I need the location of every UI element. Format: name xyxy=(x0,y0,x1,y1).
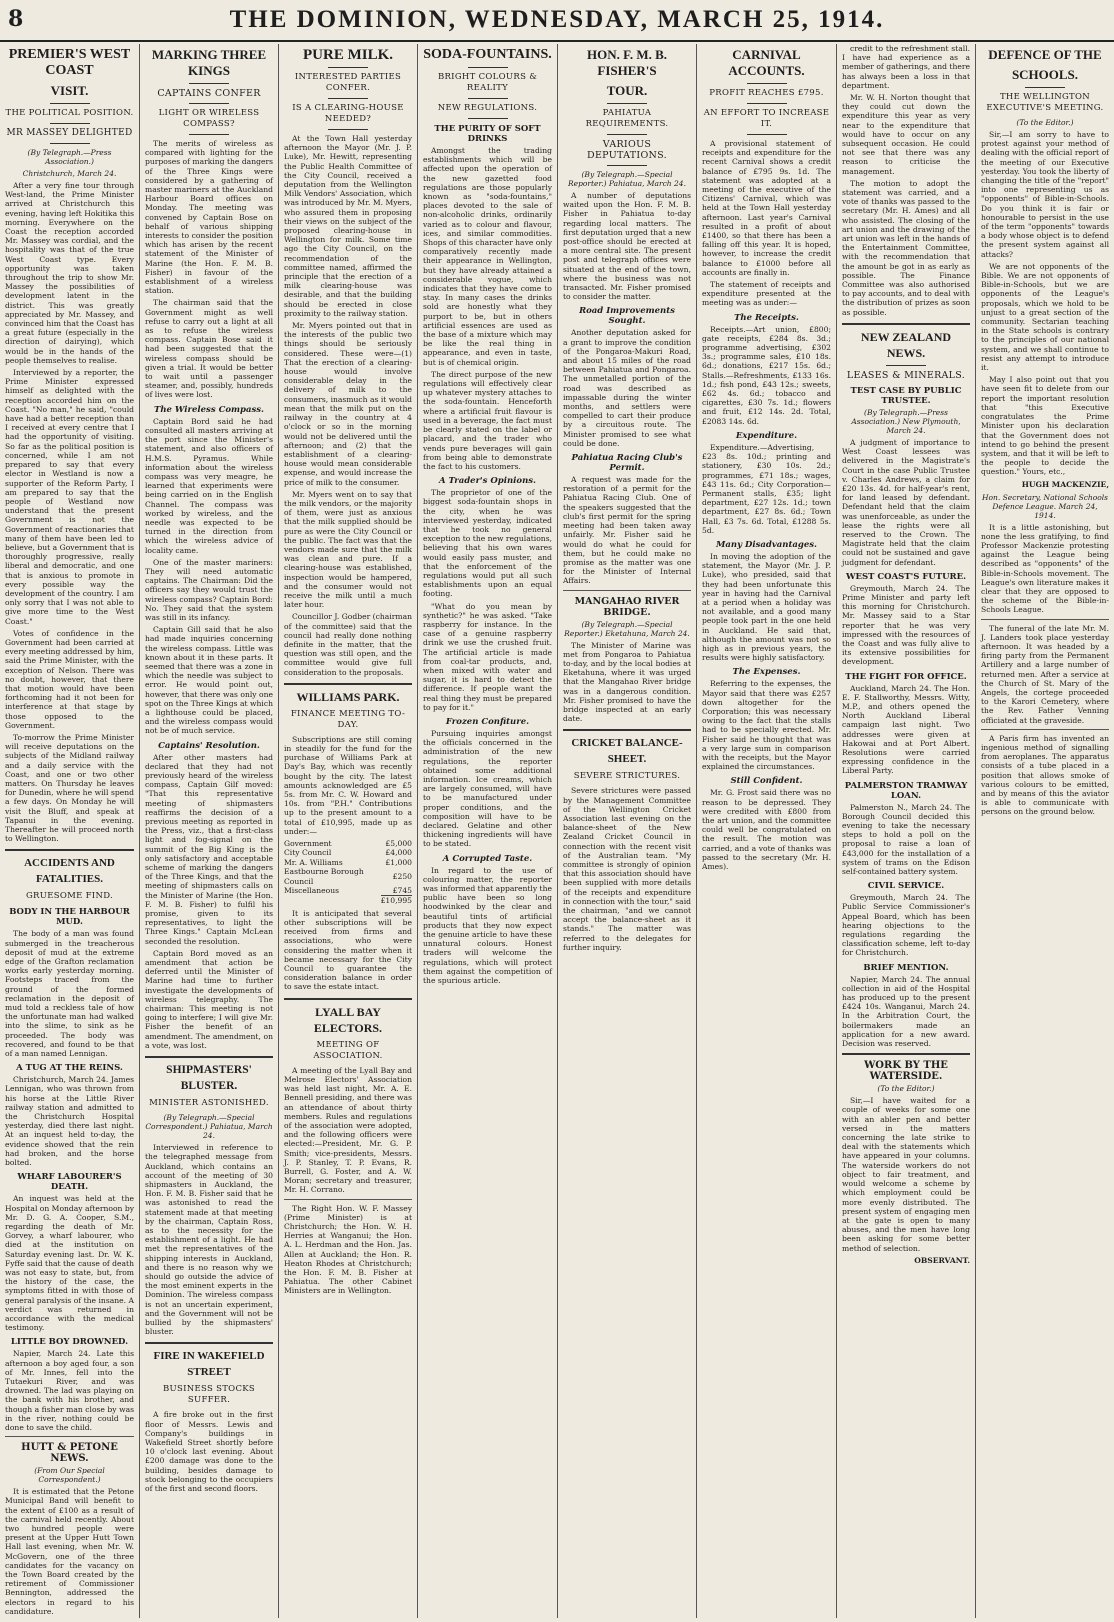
divider xyxy=(842,1053,970,1055)
section-heading: WORK BY THE WATERSIDE. xyxy=(864,1060,948,1083)
fund-table xyxy=(284,839,412,906)
headline: CARNIVAL ACCOUNTS. xyxy=(728,47,805,78)
divider xyxy=(747,103,787,104)
paragraph: It is anticipated that several other subscriptions will be received from firms and associations, who were considering the matter when it became necessary for the City Council to guarantee the consideration balance in order to save the estate intact. xyxy=(284,908,412,992)
section-heading: HUTT & PETONE NEWS. xyxy=(21,1442,118,1465)
paragraph: Mr. G. Frost said there was no reason to be depressed. They were credited with £800 from the art union, and the committee could well be congratulated on the result. The motion was carried, and a vote of thanks was passed to the secretary (Mr. H. Ames). xyxy=(702,788,831,872)
subheading: MINISTER ASTONISHED. xyxy=(149,1098,269,1109)
divider xyxy=(328,98,368,99)
paragraph: Mr. Myers pointed out that in the interests of the public two things should be seriously considered. These were—(1) That the erection of a clearing-house would involve considerable delay in the delivery of milk to the consumers, inasmuch as it would mean that the milk put on the railway in the country at 4 o'clock or so in the morning would not be delivered until the afternoon; and (2) that the establishment of a clearing-house would mean considerable expense, and would increase the price of milk to the consumer. xyxy=(284,321,412,487)
subheading: FINANCE MEETING TO-DAY. xyxy=(290,708,406,730)
subheading: IS A CLEARING-HOUSE NEEDED? xyxy=(292,103,404,124)
subheading: PROFIT REACHES £795. xyxy=(709,88,824,98)
paragraph: A Paris firm has invented an ingenious method of signalling from aeroplanes. The apparatus consists of a tube placed in a position that allows smoke of various colours to be emitted, and by means of this the aviator is able to communicate with persons on the ground below. xyxy=(981,733,1109,817)
subheading: VARIOUS DEPUTATIONS. xyxy=(587,139,667,161)
subheading: PAHIATUA REQUIREMENTS. xyxy=(585,108,669,129)
paragraph: Greymouth, March 24. The Public Service Commissioner's Appeal Board, which has been hearing objections to the regulations regarding the classification scheme, left to-day for Christchurch. xyxy=(842,893,970,958)
subheading: THE POLITICAL POSITION. xyxy=(5,108,134,118)
headline: TOUR. xyxy=(606,83,648,98)
section-heading: MANGAHAO RIVER BRIDGE. xyxy=(574,595,680,618)
paragraph: credit to the refreshment stall. I have had experience as a member of gatherings, and there has always been a loss in that department. xyxy=(842,44,970,90)
headline: SHIPMASTERS' BLUSTER. xyxy=(166,1064,252,1093)
fund-amount: £250 xyxy=(392,871,412,881)
paragraph: Auckland, March 24. The Hon. E. F. Stallworthy, Messrs. Witty, M.P., and others opened the North Auckland Liberal campaign last night. Two addresses were given at Hakowai and at Port Albert. Resolutions were carried expressing confidence in the Liberal Party. xyxy=(842,683,970,776)
byline: (By Telegraph.—Press Association.) xyxy=(27,148,112,166)
byline: (To the Editor.) xyxy=(1016,118,1074,127)
column-2 xyxy=(140,44,279,1618)
paragraph: "What do you mean by synthetic?" he was asked. "Take raspberry for instance. In the case of a genuine raspberry drink we use the crushed fruit. The artificial article is made from coal-tar products, and, when mixed with water and sugar, it is hard to detect the difference. If people want the real thing they must be prepared to pay for it." xyxy=(423,601,552,712)
newspaper-title: THE DOMINION, WEDNESDAY, MARCH 25, 1914. xyxy=(229,6,885,33)
divider xyxy=(189,103,229,104)
paragraph: Severe strictures were passed by the Management Committee of the Wellington Cricket Association last evening on the balance-sheet of the New Zealand Cricket Council in connection with the recent visit of the Australian team. "My committee is strongly of opinion that this association should have been supplied with more details of the receipts and expenditure in connection with the tour," said the chairman, "and we cannot accept the balance-sheet as it stands." The matter was referred to the delegates for further inquiry. xyxy=(563,786,691,952)
paragraph: Subscriptions are still coming in steadily for the fund for the purchase of Williams Park at Day's Bay, which was recently bought by the city. The latest amounts acknowledged are £5 5s. from Mr. C. W. Howard and 10s. from "P.H." Contributions up to the present amount to a total of £10,995, made up as under:— xyxy=(284,734,412,836)
paragraph: Referring to the expenses, the Mayor said that there was £257 down altogether for the Corporation; this was necessary owing to the fact that the stalls had to be specially erected. Mr. Fisher said he thought that was a very large sum in comparison with the receipts, but the Mayor explained the circumstances. xyxy=(702,679,831,772)
paragraph: Councillor J. Godber (chairman of the committee) said that the council had really done nothing definite in the matter, that the question was still open, and the committee would give full consideration to the proposals. xyxy=(284,612,412,677)
divider xyxy=(328,129,368,130)
article-cricket-balance-sheet xyxy=(563,735,691,952)
divider xyxy=(50,143,90,144)
headline: NEW ZEALAND NEWS. xyxy=(860,329,952,360)
paragraph: A request was made for the restoration of a permit for the Pahiatua Racing Club. One of the speakers suggested that the club's first permit for the spring meeting had been taken away unfairly. Mr. Fisher said he would do what he could for them, but he could make no promise as the matter was one for the Minister of Internal Affairs. xyxy=(563,475,691,586)
section-heading: Pahiatua Racing Club's Permit. xyxy=(571,453,683,474)
article-wakefield-fire xyxy=(145,1348,273,1493)
headline: LYALL BAY ELECTORS. xyxy=(313,1004,383,1035)
byline: (By Telegraph.—Special Reporter.) Pahiatua, March 24. xyxy=(568,170,686,188)
article-williams-park xyxy=(284,689,412,992)
paragraph: The Minister of Marine was met from Pongaroa to Pahiatua to-day, and by the local bodies at Eketahuna, where it was urged that the Mangahao River bridge was in a dangerous condition. Mr. Fisher promised to have the bridge inspected at an early date. xyxy=(563,640,691,724)
paragraph: A number of deputations waited upon the Hon. F. M. B. Fisher in Pahiatua to-day regarding local matters. The first deputation urged that a new post-office should be erected at a more central site. The present post and telegraph offices were situated at the end of the town, where the business was not transacted. Mr. Fisher promised to consider the matter. xyxy=(563,191,692,302)
masthead xyxy=(0,0,1114,42)
divider xyxy=(563,590,691,591)
divider xyxy=(607,103,647,104)
article-carnival-accounts xyxy=(702,47,831,871)
divider xyxy=(981,729,1109,730)
paragraph: Pursuing inquiries amongst the officials concerned in the administration of the new regulations, the reporter obtained some additional information. Ice creams, which are largely consumed, will have to be manufactured under proper conditions, and the composition will have to be declared. Gelatine and other thickening ingredients will have to be stated. xyxy=(423,728,552,849)
column-8 xyxy=(976,44,1114,1618)
headline: PREMIER'S WEST COAST xyxy=(8,47,131,78)
paragraph: Greymouth, March 24. The Prime Minister and party left this morning for Christchurch. Mr. Massey said to a Star reporter that he was very impressed with the resources of the Coast and was fully alive to its extensive possibilities for development. xyxy=(842,583,970,667)
paragraph: Interviewed by a reporter, the Prime Minister expressed himself as delighted with the reception accorded him on the Coast. "No man," he said, "could have had a better reception than I received at every centre that I had the opportunity of visiting. So far as the political position is concerned, while I am not prepared to say that every elector in Westland is now a supporter of the Reform Party, I am prepared to say that the people of Westland now understand that the present Government is not the Government of reactionaries that many of them have been led to believe, but a Government that is thoroughly progressive, really liberal and democratic, and one that is anxious to promote in every possible way the development of the country. I am only sorry that I was not able to give more time to the West Coast." xyxy=(5,368,134,626)
divider xyxy=(981,619,1109,620)
paragraph: Interviewed in reference to the telegraphed message from Auckland, which contains an account of the meeting of 30 shipmasters in Auckland, the Hon. F. M. B. Fisher said that he was astonished to read the statement made at that meeting by the chairman, Captain Ross, as to the necessity for the establishment of a light. He had met the representatives of the shipping interests in Auckland, and there is no reason why we should go outside the advice of the most eminent experts in the Dominion. The wireless compass is not an uncertain experiment, and the Government will not be bullied by the shipmasters' bluster. xyxy=(145,1143,273,1337)
column-1 xyxy=(0,44,140,1618)
divider xyxy=(747,83,787,84)
divider xyxy=(284,1199,412,1200)
paragraph: The body of a man was found submerged in the treacherous deposit of mud at the extreme edge of the Grafton reclamation works early yesterday morning. Footsteps traced from the ground of the formed reclamation in the deposit of mud told a reckless tale of how the unfortunate man had walked into the slime, to sink as he proceeded. The body was recovered, and found to be that of a man named Lennigan. xyxy=(5,929,134,1059)
paragraph: Mr. Myers went on to say that the milk vendors, or the majority of them, were just as anxious that the milk supplied should be pure as were the City Council or the public. The fact was that the vendors made sure that the milk was clean and pure. If a clearing-house was established, inspection would be hampered, and the consumer would not receive the milk until a much later hour. xyxy=(284,489,412,610)
divider xyxy=(50,103,90,104)
paragraph: After a very fine tour through West-land, the Prime Minister arrived at Christchurch this evening, having left Hokitika this morning. Everywhere on the Coast the reception accorded Mr. Massey was cordial, and the hospitality was that of the true West Coast type. Every opportunity was taken throughout the trip to show Mr. Massey the possibilities of development latent in the district. This was greatly appreciated by Mr. Massey, and convinced him that the Coast has a great future (especially in the direction of dairying), which would be in the hands of the people themselves to realise. xyxy=(5,181,134,365)
divider xyxy=(468,118,508,119)
divider xyxy=(284,998,412,1000)
paragraph: May I also point out that you have seen fit to delete from our report the important resolution that "this Executive congratulates the Prime Minister upon his declaration that the Government does not intend to go behind the present system, and that it will be left to the people to decide the question." Yours, etc., xyxy=(981,375,1109,477)
section-heading: BRIEF MENTION. xyxy=(863,962,949,973)
fund-total: £10,995 xyxy=(380,896,412,906)
article-fisher-tour xyxy=(563,47,691,723)
fund-item: Mr. A. Williams xyxy=(284,857,343,867)
fund-item: City Council xyxy=(284,848,332,858)
column-6 xyxy=(697,44,837,1618)
paragraph: The statement of receipts and expenditure presented at the meeting was as under:— xyxy=(702,280,831,308)
section-heading: CIVIL SERVICE. xyxy=(867,881,945,892)
paragraph: A fire broke out in the first floor of Messrs. Lewis and Company's buildings in Wakefield Street shortly before 10 o'clock last evening. About £200 damage was done to the building, besides damage to stock belonging to the occupiers of the first and second floors. xyxy=(145,1410,273,1493)
table-row xyxy=(284,858,412,867)
section-heading: A TUG AT THE REINS. xyxy=(16,1063,123,1074)
section-heading: WEST COAST'S FUTURE. xyxy=(845,571,967,582)
paragraph: The merits of wireless as compared with lighting for the purposes of marking the dangers of the Three Kings were considered by a gathering of master mariners at the Auckland Harbour Board offices on Monday. The meeting was convened by Captain Bose on behalf of various shipping interests to consider the position which has arisen by the recent statement of the Minister of Marine (the Hon. F. M. B. Fisher) in favour of the establishment of a wireless station. xyxy=(145,139,273,296)
paragraph: The proprietor of one of the biggest soda-fountain shops in the city, when he was interviewed yesterday, indicated that he took no general exception to the new regulations, believing that his own wares would easily pass muster, and that the enforcement of the regulations would put all such establishments upon an equal footing. xyxy=(423,488,553,599)
byline: (By Telegraph.—Special Reporter.) Eketahuna, March 24. xyxy=(564,619,690,638)
divider xyxy=(468,67,508,68)
divider xyxy=(284,683,412,685)
table-total-row xyxy=(284,896,412,906)
paragraph: Receipts.—Art union, £800; gate receipts, £284 8s. 3d.; programme advertising, £302 3s.; programme sales, £10 18s. 6d.; donations, £217 15s. 6d.; Stalls.—Refreshments, £133 16s. 1d.; fish pond, £43 12s.; sweets, £62 4s. 6d.; tobacco and cigarettes, £30 7s. 1d.; flowers and fruit, £12 14s. 2d. Total, £2083 14s. 6d. xyxy=(702,324,831,426)
paragraph: After other masters had declared that they had not previously heard of the wireless compass, Captain Gilf moved: "That this representative meeting of shipmasters reaffirms the decision of a previous meeting as reported in the Press, viz., that a first-class light and fog-signal on the summit of the Big King is the only satisfactory and acceptable scheme of marking the dangers of the Three Kings, and that the meeting of shipmasters calls on the Minister of Marine (the Hon. F. M. B. Fisher) to fulfil his promise, given to its representatives, to light the Three Kings." Captain McLean seconded the resolution. xyxy=(145,752,273,946)
headline: MARKING THREE KINGS xyxy=(151,47,267,78)
section-heading: Road Improvements Sought. xyxy=(579,306,675,327)
divider xyxy=(328,67,368,68)
section-heading: The Receipts. xyxy=(734,312,799,323)
dateline: Christchurch, March 24. xyxy=(22,169,117,178)
divider xyxy=(842,323,970,325)
section-heading: Expenditure. xyxy=(735,430,798,441)
paragraph: The Right Hon. W. F. Massey (Prime Minister) is at Christchurch; the Hon. W. H. Herries at Wanganui; the Hon. A. L. Herdman and the Hon. Jas. Allen at Auckland; the Hon. R. Heaton Rhodes at Christchurch; the Hon. F. M. B. Fisher at Pahiatua. The other Cabinet Ministers are in Wellington. xyxy=(284,1203,412,1296)
fund-amount: £745 xyxy=(392,886,412,896)
byline: (To the Editor.) xyxy=(877,1084,935,1094)
subheading: AN EFFORT TO INCREASE IT. xyxy=(703,108,830,129)
paragraph: A judgment of importance to West Coast lessees was delivered in the Magistrate's Court in the case Public Trustee v. Charles Andrews, a claim for £20 13s. 4d. for half-year's rent, for land leased by defendant. Defendant held that the claim was unenforceable, as under the lease the rights were all reserved to the Crown. The Magistrate held that the claim could not be sustained and gave judgment for defendant. xyxy=(842,437,970,567)
subheading: MEETING OF ASSOCIATION. xyxy=(313,1039,383,1061)
divider xyxy=(607,165,647,166)
divider xyxy=(50,123,90,124)
fund-amount: £1,000 xyxy=(385,857,412,867)
byline: (By Telegraph.—Press Association.) New Plymouth, March 24. xyxy=(851,407,961,435)
byline: (By Telegraph.—Special Correspondent.) Pahiatua, March 24. xyxy=(145,1113,273,1141)
paragraph: An inquest was held at the Hospital on Monday afternoon by Mr. D. G. A. Cooper, S.M., regarding the death of Mr. Gorvey, a wharf labourer, who died at the institution on Saturday evening last. Dr. W. K. Fyffe said that the cause of death was not easy to state, but, from the history of the case, the symptoms fitted in with those of general paralysis of the insane. A verdict was returned in accordance with the medical testimony. xyxy=(5,1194,135,1333)
paragraph: It is a little astonishing, but none the less gratifying, to find Professor Mackenzie protesting against the League being described as "opponents" of the Bible-in-Schools movement. The League's own literature makes it clear that they are opposed to the scheme of the Bible-in-Schools League. xyxy=(981,522,1109,615)
headline: ACCIDENTS AND FATALITIES. xyxy=(24,857,115,886)
section-heading: PALMERSTON TRAMWAY LOAN. xyxy=(844,780,968,801)
section-heading: Frozen Confiture. xyxy=(445,716,530,727)
table-row xyxy=(284,848,412,857)
headline: DEFENCE OF THE xyxy=(988,47,1102,62)
divider xyxy=(189,83,229,84)
subheading: INTERESTED PARTIES CONFER. xyxy=(294,72,402,93)
divider xyxy=(747,134,787,135)
section-heading: BODY IN THE HARBOUR MUD. xyxy=(9,907,130,928)
paragraph: Christchurch, March 24. James Lennigan, who was thrown from his horse at the Little River railway station and admitted to the Christchurch Hospital yesterday, died there last night. At an inquest held to-day, the evidence showed that the rein had broken, and the horse bolted. xyxy=(5,1075,134,1168)
subheading: BRIGHT COLOURS & REALITY xyxy=(437,72,538,93)
headline: WILLIAMS PARK. xyxy=(296,689,400,704)
signature-title: Hon. Secretary, National Schools Defence League. March 24, 1914. xyxy=(981,492,1109,520)
article-accidents xyxy=(5,855,134,1616)
section-heading: A Corrupted Taste. xyxy=(442,853,533,864)
column-5 xyxy=(558,44,697,1618)
divider xyxy=(468,98,508,99)
section-heading: Many Disadvantages. xyxy=(716,539,817,550)
headline: SCHOOLS. xyxy=(1011,67,1079,82)
article-carnival-continued xyxy=(842,44,970,317)
subheading: MR MASSEY DELIGHTED xyxy=(6,128,133,138)
paragraph: Palmerston N., March 24. The Borough Council decided this evening to take the necessary steps to hold a poll on the proposal to raise a loan of £43,000 for the installation of a system of trams on the Edison self-contained battery system. xyxy=(842,802,970,877)
paragraph: The chairman said that the Government might as well refuse to carry out a light at all as to refuse the wireless compass. Captain Bose said it had been suggested that the wireless compass should be given a trial. It would be better to wait until a passenger steamer, and, possibly, hundreds of lives were lost. xyxy=(145,298,273,400)
divider xyxy=(145,1342,273,1344)
paragraph: A provisional statement of receipts and expenditure for the recent Carnival shows a credit balance of £795 9s. 1d. The statement was adopted at a meeting of the executive of the Citizens' Carnival, which was held at the Town Hall yesterday afternoon. Last year's Carnival resulted in a profit of about £1400, so that there has been a falling off this year. It is hoped, however, to increase the credit balance to £1000 before all accounts are finally in. xyxy=(702,139,831,277)
paragraph: The motion to adopt the statement was carried, and a vote of thanks was passed to the secretary (Mr. H. Ames) and all who assisted. The closing of the art union and the drawing of the art union was left in the hands of the Entertainment Committee, with the recommendation that the amount be got in as early as possible. The Finance Committee was also authorised to pay accounts, and to deal with the distribution of prizes as soon as possible. xyxy=(842,178,970,317)
paragraph: Sir,—I have waited for a couple of weeks for some one with an abler pen and better versed in the matters concerning the late strike to deal with the statements which have appeared in your columns. The waterside workers do not object to fair treatment, and would welcome a scheme by which employment could be more evenly distributed. The present system of engaging men at the gate is open to many abuses, and the men have long been asking for some better method of selection. xyxy=(842,1096,970,1253)
section-heading: THE FIGHT FOR OFFICE. xyxy=(845,671,967,682)
article-shipmasters xyxy=(145,1062,273,1336)
section-heading: Captains' Resolution. xyxy=(158,740,260,751)
paragraph: A meeting of the Lyall Bay and Melrose Electors' Association was held last night, Mr. A. E. Bennell presiding, and there was an attendance of about thirty members. Rules and regulations of the association were adopted, and the following officers were elected:—President, Mr. G. P. Smith; vice-presidents, Messrs. J. P. Stanley, T. P. Evans, R. Burrell, G. Foster, and A. W. Moran; secretary and treasurer, Mr. H. Corrano. xyxy=(284,1065,412,1195)
subheading: NEW REGULATIONS. xyxy=(437,103,538,113)
paragraph: In regard to the use of colouring matter, the reporter was informed that apparently the public have been so long hoodwinked by the clear and beautiful tints of artificial products that they now expect the genuine article to have these unnatural colours. Honest traders will welcome the regulations, which will protect them against the competition of the spurious article. xyxy=(423,865,552,986)
paragraph: One of the master mariners: They will need automatic captains. The Chairman: Did the officers say they would trust the wireless compass? Captain Bord: No. They said that the system was still in its infancy. xyxy=(145,557,273,622)
headline: PURE MILK. xyxy=(303,47,393,63)
paragraph: At the Town Hall yesterday afternoon the Mayor (Mr. J. P. Luke), Mr. Hewitt, representing the Public Health Committee of the City Council, received a deputation from the Wellington Milk Vendors' Association, which was introduced by Mr. M. Myers, who assured them in proposing their views on the subject of the proposed clearing-house in Wellington for milk. Some time ago the City Council, on the recommendation of the committee named, affirmed the principle that the erection of a milk clearing-house was desirable, and that the building should be erected in close proximity to the railway station. xyxy=(284,134,412,318)
headline: CRICKET BALANCE-SHEET. xyxy=(571,737,683,766)
headline: VISIT. xyxy=(50,83,89,98)
article-soda-fountains xyxy=(423,47,552,985)
section-heading: LITTLE BOY DROWNED. xyxy=(10,1337,129,1348)
paragraph: Mr. W. H. Norton thought that they could cut down the expenditure this year as very near to the expenditure that would have to occur on any subsequent occasion. He could not see that there was any reason to criticise the management. xyxy=(842,93,970,176)
article-lyall-bay xyxy=(284,1004,412,1296)
article-pure-milk xyxy=(284,47,412,677)
article-defence-of-schools xyxy=(981,47,1109,817)
subheading: LEASES & MINERALS. xyxy=(846,369,966,381)
headline: SODA-FOUNTAINS. xyxy=(423,47,552,62)
article-premier-visit xyxy=(5,47,134,843)
column-3 xyxy=(279,44,418,1618)
fund-amount: £5,000 xyxy=(385,839,412,849)
paragraph: Captain Bord said he had consulted all masters arriving at the port since the Minister's statement, and also officers of H.M.S. Pyramus. While information about the wireless compass was very meagre, he learned that experiments were being carried on in the English Channel. The compass was worked by wireless, and the needle was expected to be turned in the direction from which the wireless advice of locality came. xyxy=(145,416,273,555)
table-row xyxy=(284,886,412,896)
paragraph: To-morrow the Prime Minister will receive deputations on the subjects of the Midland railway and a daily service with the Coast, and one or two other matters. On Thursday he leaves for Dunedin, where he will spend a few days. On Monday he will visit the Bluff, and speak at Tapanui in the evening. Thereafter he will proceed north to Wellington. xyxy=(5,732,134,844)
article-three-kings xyxy=(145,47,273,1050)
section-heading: The Expenses. xyxy=(732,667,801,678)
paragraph: Votes of confidence in the Government had been carried at every meeting addressed by him, said the Prime Minister, with the exception of Nelson. There was no doubt, however, that there that motion would have been forthcoming had it not been for interference at that stage by those opposed to the Government. xyxy=(5,628,134,730)
table-row xyxy=(284,867,412,886)
paragraph: We are not opponents of the Bible. We are not opponents of Bible-in-Schools, but we are opponents of the League's proposals, which we hold to be unjust to a great section of the community. Sectarian teaching in the State schools is contrary to the principles of our national system, and we shall continue to resist any attempt to introduce it. xyxy=(981,261,1109,373)
subheading: LIGHT OR WIRELESS COMPASS? xyxy=(158,108,260,129)
divider xyxy=(5,849,134,851)
subheading: BUSINESS STOCKS SUFFER. xyxy=(162,1384,256,1406)
byline: (From Our Special Correspondent.) xyxy=(34,1466,105,1485)
divider xyxy=(5,1436,134,1437)
fund-item: Eastbourne Borough Council xyxy=(284,867,364,886)
divider xyxy=(1025,87,1065,88)
table-row xyxy=(284,839,412,848)
section-heading: A Trader's Opinions. xyxy=(438,476,536,487)
section-heading: The Wireless Compass. xyxy=(154,404,264,415)
signature: OBSERVANT. xyxy=(914,1255,970,1265)
subheading: CAPTAINS CONFER xyxy=(157,88,261,99)
section-heading: TEST CASE BY PUBLIC TRUSTEE. xyxy=(850,385,962,406)
paragraph: In moving the adoption of the statement, the Mayor (Mr. J. P. Luke), who presided, said that they had been unfortunate this year in having had the Carnival at a period when a holiday was not available, and a good many people took part in the one held in Auckland. He said that, although the amount was not so high as in previous years, the results were highly satisfactory. xyxy=(702,551,831,663)
paragraph: Napier, March 24. Late this afternoon a boy aged four, a son of Mr. Innes, fell into the Tutaekuri River, and was drowned. The lad was playing on the bank with his brother, and though a fisher man close by was in the river, nothing could be done to save the child. xyxy=(5,1349,134,1432)
paragraph: The funeral of the late Mr. M. J. Landers took place yesterday afternoon. It was headed by a firing party from the Permanent Artillery and a large number of returned men. After a service at the Church of St. Mary of the Angels, the cortege proceeded to the Karori Cemetery, where the Rev. Father Venning officiated at the graveside. xyxy=(981,623,1109,725)
subheading: SEVERE STRICTURES. xyxy=(573,771,681,782)
paragraph: It is estimated that the Petone Municipal Band will benefit to the extent of £100 as a result of the carnival held recently. About two hundred people were present at the Upper Hutt Town Hall last evening, when Mr. W. McGovern, one of the three candidates for the vacancy on the Town Board created by the retirement of Commissioner Bennington, addressed the electors in regard to his candidature. xyxy=(5,1487,134,1616)
divider xyxy=(145,1056,273,1058)
headline: HON. F. M. B. FISHER'S xyxy=(586,47,668,78)
divider xyxy=(607,134,647,135)
section-heading: Still Confident. xyxy=(730,776,803,787)
paragraph: Expenditure.—Advertising, £23 8s. 10d.; printing and stationery, £30 10s. 2d.; programmes, £71 18s.; wages, £43 11s. 6d.; City Corporation—Permanent stalls, £35; light department, £27 12s. 1d.; town department, £27 8s. 6d.; Town Hall, £3 7s. 6d. Total, £1288 5s. 5d. xyxy=(702,442,831,535)
section-heading: THE PURITY OF SOFT DRINKS xyxy=(434,124,541,144)
headline: FIRE IN WAKEFIELD STREET xyxy=(153,1350,265,1379)
page-number: 8 xyxy=(8,6,24,32)
paragraph: Another deputation asked for a grant to improve the condition of the Pongaroa-Makuri Road, and about 15 miles of the road between Pahiatua and Pongaroa. The unmetalled portion of the road was described as impassable during the winter months, and settlers were compelled to cart their produce by a circuitous route. The Minister promised to see what could be done. xyxy=(563,328,691,448)
column-4 xyxy=(418,44,558,1618)
paragraph: Sir,—I am sorry to have to protest against your method of dealing with the official report of the meeting of our Executive yesterday. You took the liberty of changing the title of the "report" into one representing us as "opponents" of Bible-in-Schools. Do you think it is fair or honourable to persist in the use of the term "opponents" towards a body whose object is to defend the present system against all attacks? xyxy=(981,130,1109,259)
fund-amount: £4,000 xyxy=(385,848,412,858)
subheading: THE WELLINGTON EXECUTIVE'S MEETING. xyxy=(986,92,1104,113)
paragraph: Napier, March 24. The annual collection in aid of the Hospital has produced up to the present £424 10s. Wanganui, March 24. In the Arbitration Court, the boilermakers made an application for a new award. Decision was reserved. xyxy=(842,974,970,1049)
paragraph: Captain Bord moved as an amendment that action be deferred until the Minister of Marine had time to further investigate the developments of wireless telegraphy. The chairman: This meeting is not going to interfere; I will give Mr. Fisher the benefit of an amendment. The amendment, on a vote, was lost. xyxy=(145,948,273,1050)
article-nz-news xyxy=(842,329,970,1265)
divider xyxy=(563,729,691,731)
column-7 xyxy=(837,44,976,1618)
paragraph: Captain Gill said that he also had made inquiries concerning the wireless compass. Little was known about it in these parts. It seemed that there was a zone in which the needle was subject to error. He would point out, however, that there was only one spot on the Three Kings at which a lighthouse could be placed, and the wireless compass would not be of much service. xyxy=(145,625,273,736)
paragraph: Amongst the trading establishments which will be affected upon the operation of the new gazetted food regulations are those popularly known as "soda-fountains," places devoted to the sale of non-alcoholic drinks, ordinarily varied as to colour and flavour, ices, and similar commodities. Shops of this character have only comparatively recently made their appearance in Wellington, but they have already attained a considerable vogue, which indicates that they have come to stay. In many cases the drinks sold are honestly what they purport to be, but in others artificial essences are used as the base of a mixture which may be like the real thing in appearance, and even in taste, but is of chemical origin. xyxy=(423,146,552,367)
fund-item: Miscellaneous xyxy=(284,886,339,896)
section-heading: WHARF LABOURER'S DEATH. xyxy=(17,1172,122,1193)
divider xyxy=(189,134,229,135)
signature: HUGH MACKENZIE, xyxy=(1021,479,1109,489)
fund-item: Government xyxy=(284,839,332,849)
paragraph: The direct purpose of the new regulations will effectively clear up whatever mystery attaches to the soda-fountain. Henceforth where a artificial fruit flavour is used in a beverage, the fact must be clearly stated on the label or placard, and the trader who vends pure beverages will gain from being able to demonstrate the fact to his customers. xyxy=(423,369,552,471)
divider xyxy=(886,365,926,366)
subheading: GRUESOME FIND. xyxy=(25,891,114,902)
